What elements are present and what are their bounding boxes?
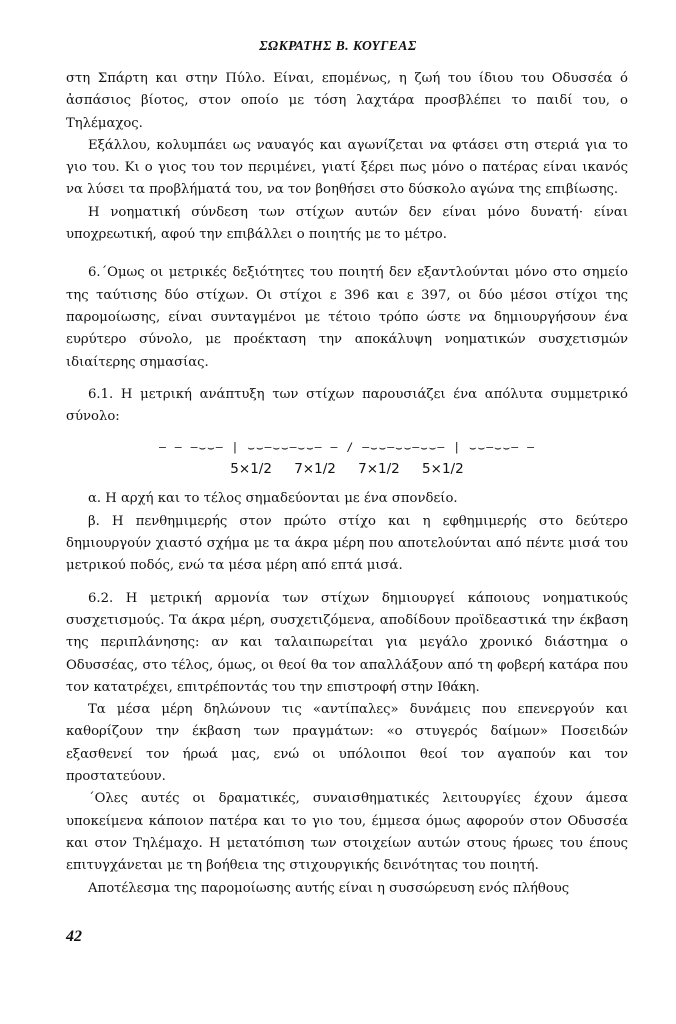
paragraph: Εξάλλου, κολυμπάει ως ναυαγός και αγωνίζεται να φτάσει στη στεριά για το γιο του. Κι ο γιος του τον περιμένει, γιατί ξέρει πως μόνο ο πατέρας είναι ικανός να λύσει τα προβλήματά του, να τον βοηθήσει στο δύσκολο αγώνα της επιβίωσης. [66,137,628,198]
metrical-scheme [66,436,628,480]
section-6-1-paragraph: 6.1. Η μετρική ανάπτυξη των στίχων παρουσιάζει ένα απόλυτα συμμετρικό σύνολο: [66,386,628,425]
section-6-2-paragraph: 6.2. Η μετρική αρμονία των στίχων δημιουργεί κάποιους νοηματικούς συσχετισμούς. Τα άκρα μέρη, συσχετιζόμενα, αποδίδουν προϊδεαστικά την έκβαση της περιπλάνησης: αν και ταλαιπωρείται για μεγάλο χρονικό διάστημα ο Οδυσσέας, στο τέλος, όμως, οι θεοί θα τον απαλλάξουν από τη φοβερή κατάρα που τον κατατρέχει, επιτρέποντάς του την επιστροφή στην Ιθάκη. [66,590,628,695]
page-body [66,68,628,900]
section-6-paragraph: 6.΄Ομως οι μετρικές δεξιότητες του ποιητή δεν εξαντλούνται μόνο στο σημείο της ταύτισης δύο στίχων. Οι στίχοι ε 396 και ε 397, οι δύο μέσοι στίχοι της παρομοίωσης, είναι συνταγμένοι με τέτοιο τρόπο ώστε να δημιουργήσουν ένα ευρύτερο σύνολο, με προέκταση την αποκάλυψη νοηματικών συσχετισμών ιδιαίτερης σημασίας. [66,265,628,370]
paragraph: Η νοηματική σύνδεση των στίχων αυτών δεν είναι μόνο δυνατή· είναι υποχρεωτική, αφού την επιβάλλει ο ποιητής με το μέτρο. [66,204,628,243]
paragraph: στη Σπάρτη και στην Πύλο. Είναι, επομένως, η ζωή του ίδιου του Οδυσσέα ό ἀσπάσιος βίοτος, στον οποίο με τόση λαχτάρα προσβλέπει το παιδί του, ο Τηλέμαχος. [66,71,628,131]
running-header: ΣΩΚΡΑΤΗΣ Β. ΚΟΥΓΕΑΣ [259,38,417,53]
meter-counts-line: 5×1/2 7×1/2 7×1/2 5×1/2 [230,461,464,478]
paragraph: ΄Ολες αυτές οι δραματικές, συναισθηματικές λειτουργίες έχουν άμεσα υποκείμενα κάποιον πατέρα και το γιο του, έμμεσα όμως αφορούν στον Οδυσσέα και στον Τηλέμαχο. Η μετατόπιση των στοιχείων αυτών στους ήρωες του έπους επιτυγχάνεται με τη βοήθεια της στιχουργικής δεινότητας του ποιητή. [66,791,628,874]
page-number: 42 [66,928,82,945]
list-item: β. Η πενθημιμερής στον πρώτο στίχο και η εφθημιμερής στο δεύτερο δημιουργούν χιαστό σχήμα με τα άκρα μέρη που αποτελούνται από πέντε μισά του μετρικού ποδός, ενώ τα μέσα μέρη από επτά μισά. [66,513,628,574]
paragraph: Τα μέσα μέρη δηλώνουν τις «αντίπαλες» δυνάμεις που επενεργούν και καθορίζουν την έκβαση των πραγμάτων: «ο στυγερός δαίμων» Ποσειδών εξασθενεί τον ήρωά μας, ενώ οι υπόλοιποι θεοί τον αγαπούν και τον προστατεύουν. [66,702,628,785]
paragraph: Αποτέλεσμα της παρομοίωσης αυτής είναι η συσσώρευση ενός πλήθους [88,880,570,896]
meter-scheme-line: – – –⌣⌣– | ⌣⌣–⌣⌣–⌣⌣– – / –⌣⌣–⌣⌣–⌣⌣– | ⌣⌣–⌣⌣– – [158,440,536,455]
list-item: α. Η αρχή και το τέλος σημαδεύονται με ένα σπονδείο. [88,491,458,507]
